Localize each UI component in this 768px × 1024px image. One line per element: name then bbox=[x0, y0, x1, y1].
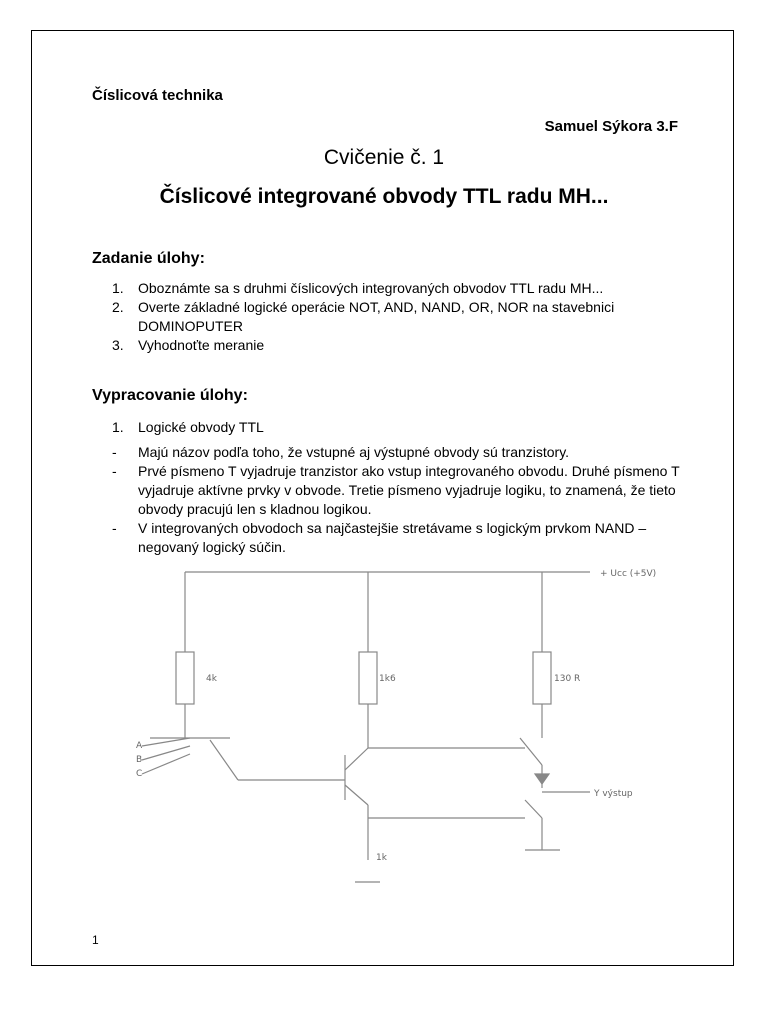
bottom-resistor-label: 1k bbox=[376, 853, 387, 863]
bullet-item: - Prvé písmeno T vyjadruje tranzistor ako vstup integrovaného obvodu. Druhé písmeno T vyjadruje aktívne prvky v obvode. Tretie písmeno vyjadruje logiku, to znamená, že tieto obvody pracujú len s kladnou logikou. bbox=[112, 463, 680, 517]
author-name: Samuel Sýkora 3.F bbox=[544, 118, 678, 135]
page-number: 1 bbox=[92, 933, 99, 947]
subject-heading: Číslicová technika bbox=[92, 87, 223, 104]
input-label-b: B bbox=[136, 755, 143, 765]
task-list bbox=[112, 279, 682, 355]
supply-label: + Ucc (+5V) bbox=[600, 569, 657, 579]
list-item: 1. Logické obvody TTL bbox=[112, 419, 264, 435]
solution-heading: Vypracovanie úlohy: bbox=[92, 387, 248, 404]
output-label: Y výstup bbox=[594, 789, 633, 799]
bullet-item: - Majú názov podľa toho, že vstupné aj výstupné obvody sú tranzistory. bbox=[112, 444, 570, 460]
ttl-nand-circuit-diagram bbox=[130, 560, 670, 890]
document-title: Číslicové integrované obvody TTL radu MH... bbox=[159, 185, 609, 208]
resistor-label: 130 R bbox=[554, 674, 581, 684]
resistor-label: 4k bbox=[206, 674, 217, 684]
list-item: 1. Oboznámte sa s druhmi číslicových integrovaných obvodov TTL radu MH... bbox=[112, 280, 604, 296]
exercise-title: Cvičenie č. 1 bbox=[323, 146, 445, 169]
resistor-label: 1k6 bbox=[379, 674, 396, 684]
input-label-c: C bbox=[136, 769, 143, 779]
input-label-a: A bbox=[136, 741, 143, 751]
bullet-list bbox=[112, 443, 682, 557]
solution-list bbox=[112, 418, 682, 437]
task-heading: Zadanie úlohy: bbox=[92, 250, 205, 267]
list-item: 2. Overte základné logické operácie NOT, AND, NAND, OR, NOR na stavebnici DOMINOPUTER bbox=[112, 299, 615, 334]
list-item: 3. Vyhodnoťte meranie bbox=[112, 337, 265, 353]
bullet-item: - V integrovaných obvodoch sa najčastejšie stretávame s logickým prvkom NAND – negovaný logický súčin. bbox=[112, 520, 647, 555]
